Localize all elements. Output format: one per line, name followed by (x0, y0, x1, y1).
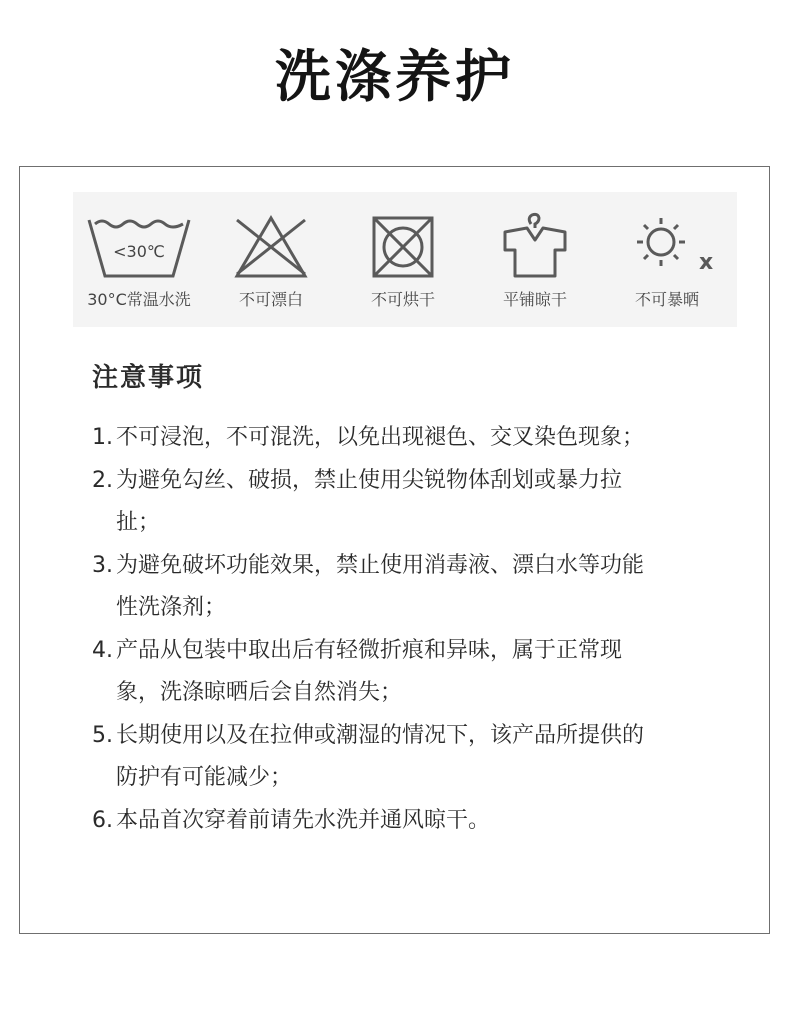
note-number: 1. (92, 425, 113, 450)
care-item-no-sun (601, 192, 733, 327)
note-item (92, 417, 652, 460)
note-item (92, 545, 652, 630)
note-number: 4. (92, 637, 113, 663)
note-number: 5. (92, 722, 113, 748)
care-label-no-tumble-dry: 不可烘干 (370, 290, 435, 309)
note-number: 3. (92, 552, 113, 578)
care-label-no-sun: 不可暴晒 (634, 290, 699, 309)
note-text: 不可浸泡，不可混洗，以免出现褪色、交叉染色现象； (116, 425, 645, 450)
note-item (92, 800, 652, 843)
dry-flat-icon (483, 214, 587, 282)
note-text: 本品首次穿着前请先水洗并通风晾干。 (116, 807, 491, 833)
care-item-wash (73, 192, 205, 327)
care-icons-panel (73, 192, 737, 327)
care-instructions-box (19, 166, 770, 934)
page-title: 洗涤养护 (275, 45, 515, 110)
note-item (92, 630, 652, 715)
notes-list (92, 417, 652, 842)
care-label-dry-flat: 平铺晾干 (502, 290, 567, 309)
note-number: 6. (92, 807, 113, 833)
no-tumble-dry-icon (351, 214, 455, 282)
note-item (92, 460, 652, 545)
notes-heading: 注意事项 (92, 363, 205, 393)
wash-30c-icon (87, 214, 191, 282)
no-sun-exposure-icon (615, 214, 719, 282)
note-text: 为避免勾丝、破损，禁止使用尖锐物体刮划或暴力拉扯； (116, 467, 623, 535)
no-bleach-icon (219, 214, 323, 282)
care-item-dry-flat (469, 192, 601, 327)
note-number: 2. (92, 467, 113, 493)
care-item-no-tumble-dry (337, 192, 469, 327)
note-text: 产品从包装中取出后有轻微折痕和异味，属于正常现象，洗涤晾晒后会自然消失； (116, 637, 623, 705)
care-label-wash: 30°C常温水洗 (87, 290, 191, 309)
care-label-no-bleach: 不可漂白 (238, 290, 303, 309)
note-item (92, 715, 652, 800)
note-text: 为避免破坏功能效果，禁止使用消毒液、漂白水等功能性洗涤剂； (116, 552, 645, 620)
note-text: 长期使用以及在拉伸或潮湿的情况下，该产品所提供的防护有可能减少； (116, 722, 645, 790)
no-sun-cross-text: x (699, 250, 714, 275)
wash-temperature-text: <30℃ (113, 242, 165, 261)
care-item-no-bleach (205, 192, 337, 327)
